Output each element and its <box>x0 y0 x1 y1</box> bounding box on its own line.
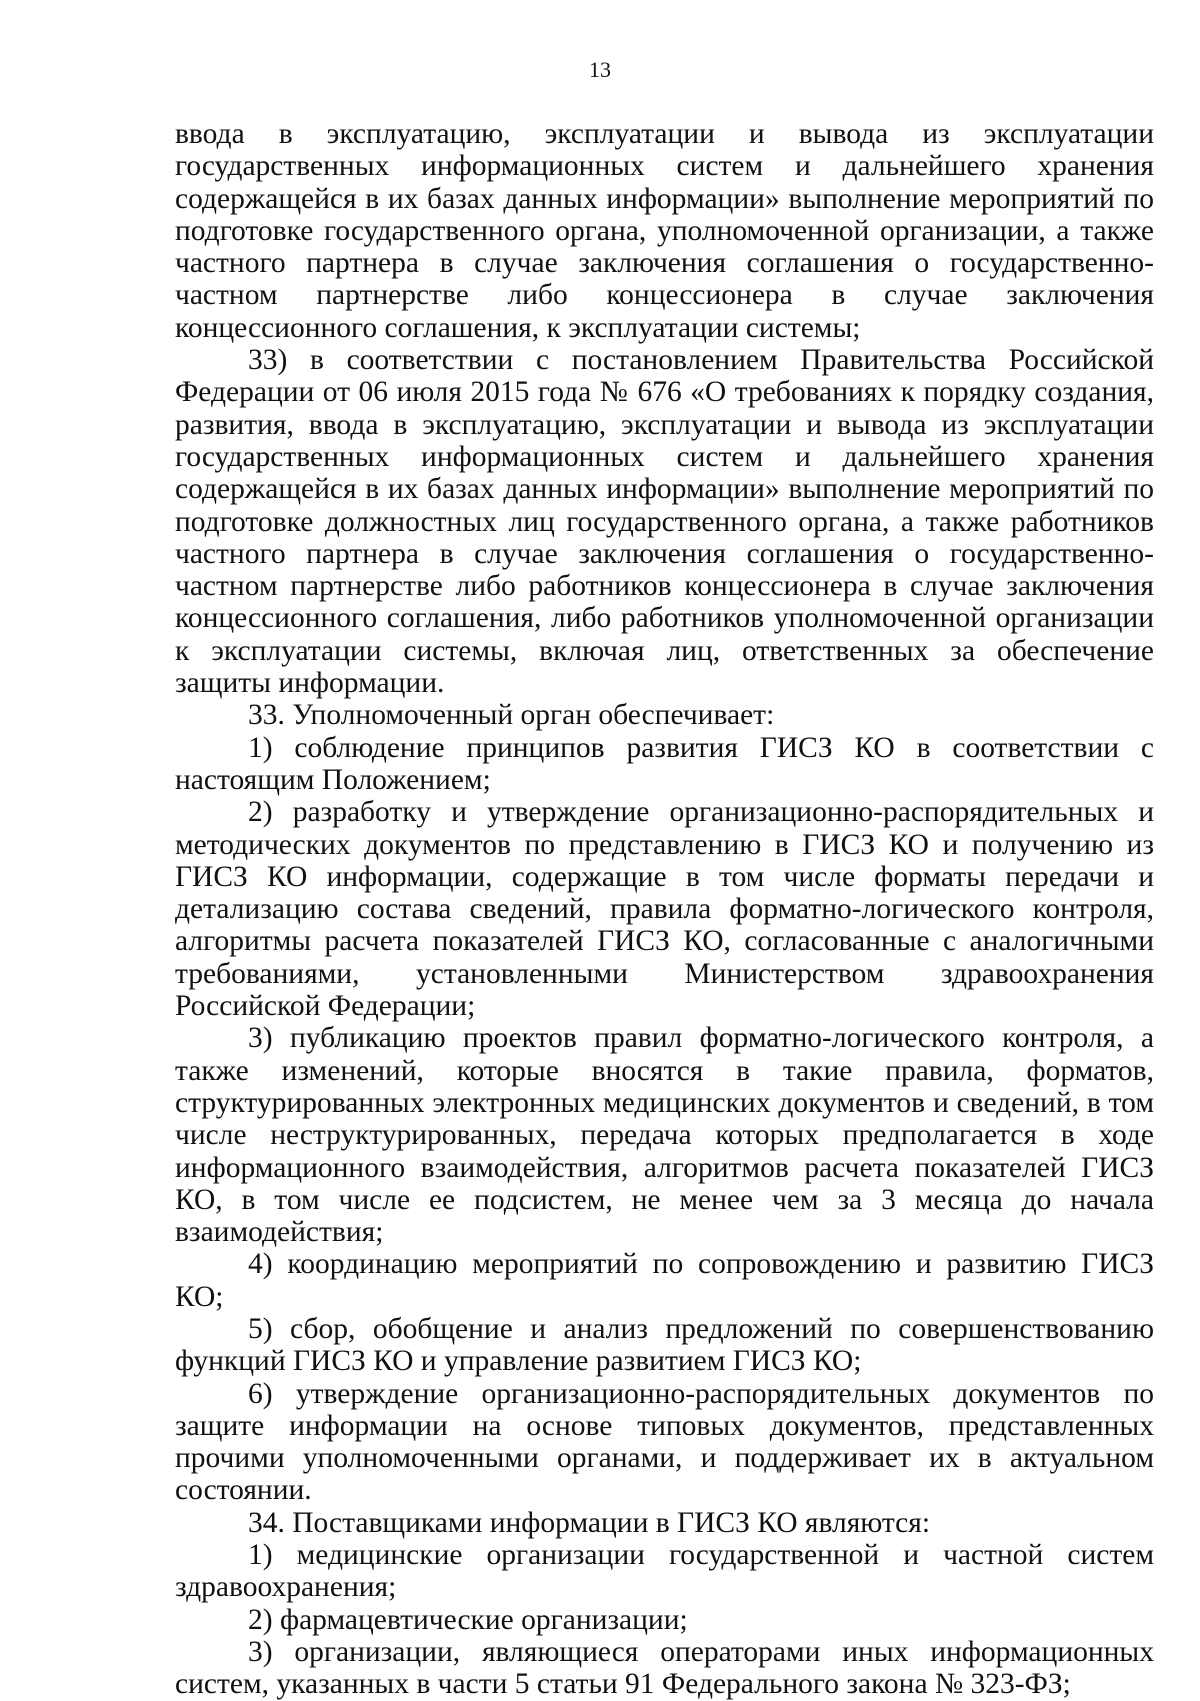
paragraph-item-5-proposals: 5) сбор, обобщение и анализ предложений по совершенствованию функций ГИСЗ КО и управление развитием ГИСЗ КО; <box>175 1312 1154 1378</box>
paragraph-provider-1: 1) медицинские организации государственной и частной систем здравоохранения; <box>175 1539 1154 1604</box>
paragraph-section-33: 33. Уполномоченный орган обеспечивает: <box>248 699 775 732</box>
paragraph-item-6-security-docs: 6) утверждение организационно-распорядительных документов по защите информации на основе типовых документов, представленных прочими уполномоченными органами, и поддерживает их в актуальном состоянии. <box>175 1377 1154 1507</box>
paragraph-item-3-publication: 3) публикацию проектов правил форматно-логического контроля, а также изменений, которые вносятся в такие правила, форматов, структурированных электронных медицинских документов и сведений, в том числе неструктурированных, передача которых предполагается в ходе информационного взаимодействия, алгоритмов расчета показателей ГИСЗ КО, в том числе ее подсистем, не менее чем за 3 месяца до начала взаимодействия; <box>175 1022 1154 1249</box>
document-body <box>175 118 1154 1701</box>
paragraph-item-4-coordination: 4) координацию мероприятий по сопровождению и развитию ГИСЗ КО; <box>175 1248 1154 1313</box>
paragraph-item-2-documents: 2) разработку и утверждение организационно-распорядительных и методических документов по представлению в ГИСЗ КО и получению из ГИСЗ КО информации, содержащие в том числе форматы передачи и детализацию состава сведений, правила форматно-логического контроля, алгоритмы расчета показателей ГИСЗ КО, согласованные с аналогичными требованиями, установленными Министерством здравоохранения Российской Федерации; <box>175 796 1154 1023</box>
paragraph-item-1-principles: 1) соблюдение принципов развития ГИСЗ КО в соответствии с настоящим Положением; <box>175 731 1154 796</box>
paragraph-continuation: ввода в эксплуатацию, эксплуатации и вывода из эксплуатации государственных информационных систем и дальнейшего хранения содержащейся в их базах данных информации» выполнение мероприятий по подготовке государственного органа, уполномоченной организации, а также частного партнера в случае заключения соглашения о государственно-частном партнерстве либо концессионера в случае заключения концессионного соглашения, к эксплуатации системы; <box>175 118 1154 344</box>
page-number: 13 <box>589 57 611 82</box>
paragraph-provider-2: 2) фармацевтические организации; <box>248 1603 688 1636</box>
paragraph-section-34: 34. Поставщиками информации в ГИСЗ КО являются: <box>248 1506 931 1539</box>
paragraph-item-33-training: 33) в соответствии с постановлением Правительства Российской Федерации от 06 июля 2015 года № 676 «О требованиях к порядку создания, развития, ввода в эксплуатацию, эксплуатации и вывода из эксплуатации государственных информационных систем и дальнейшего хранения содержащейся в их базах данных информации» выполнение мероприятий по подготовке должностных лиц государственного органа, а также работников частного партнера в случае заключения соглашения о государственно-частном партнерстве либо работников концессионера в случае заключения концессионного соглашения, либо работников уполномоченной организации к эксплуатации системы, включая лиц, ответственных за обеспечение защиты информации. <box>175 344 1154 700</box>
paragraph-provider-3: 3) организации, являющиеся операторами иных информационных систем, указанных в части 5 статьи 91 Федерального закона № 323-ФЗ; <box>175 1635 1154 1701</box>
